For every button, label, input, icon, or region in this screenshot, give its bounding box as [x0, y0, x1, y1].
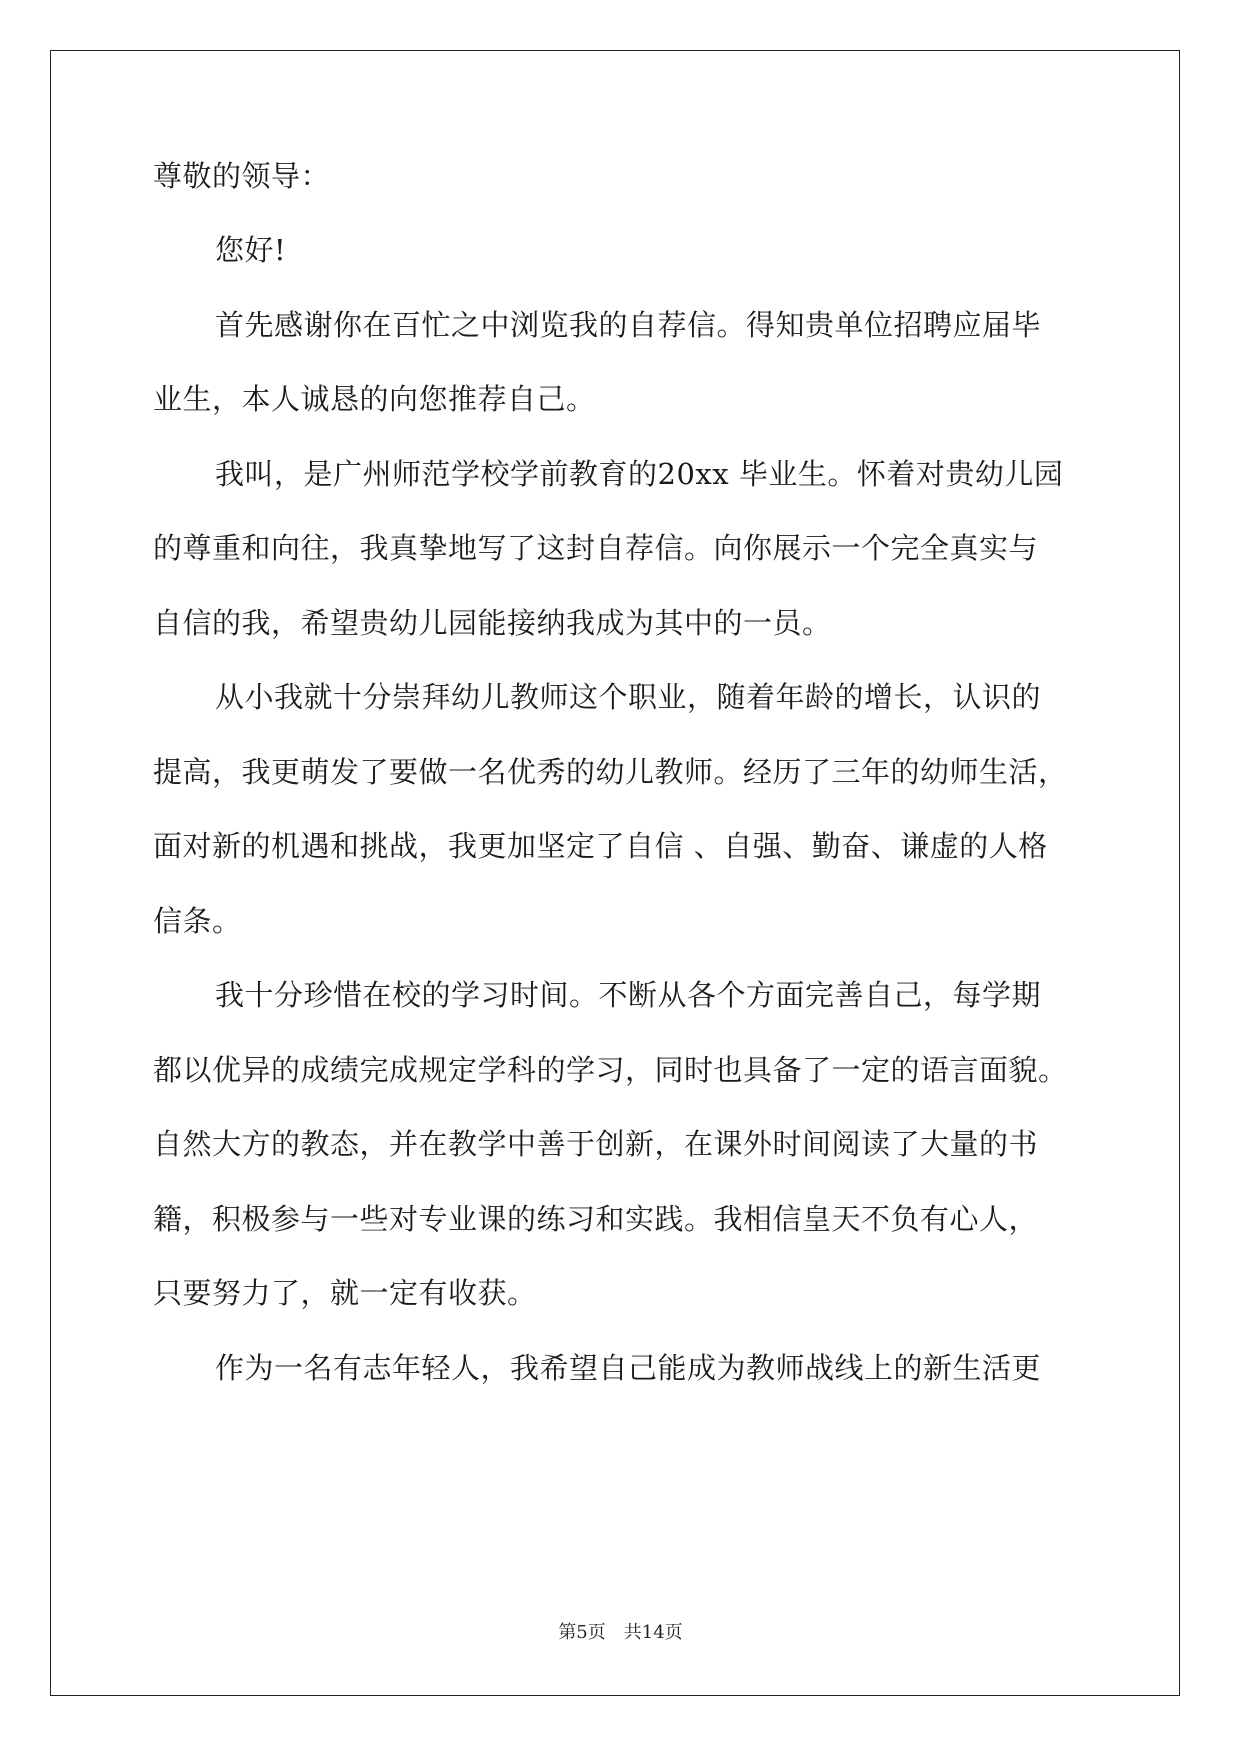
paragraph-line: 都以优异的成绩完成规定学科的学习，同时也具备了一定的语言面貌。: [153, 1053, 1068, 1087]
paragraph-line: 籍，积极参与一些对专业课的练习和实践。我相信皇天不负有心人，: [153, 1202, 1039, 1236]
paragraph-line: 提高，我更萌发了要做一名优秀的幼儿教师。经历了三年的幼师生活，: [153, 755, 1068, 789]
paragraph-line: 我十分珍惜在校的学习时间。不断从各个方面完善自己，每学期: [215, 978, 1042, 1012]
page-number: 第5页: [558, 1622, 606, 1643]
paragraph-line: 首先感谢你在百忙之中浏览我的自荐信。得知贵单位招聘应届毕: [215, 308, 1042, 342]
paragraph-line: 作为一名有志年轻人，我希望自己能成为教师战线上的新生活更: [215, 1351, 1042, 1385]
paragraph-line: 自信的我，希望贵幼儿园能接纳我成为其中的一员。: [153, 606, 832, 640]
page-border: [50, 50, 1180, 1696]
paragraph-line: 我叫，是广州师范学校学前教育的20xx 毕业生。怀着对贵幼儿园: [215, 457, 1064, 491]
paragraph-line: 从小我就十分崇拜幼儿教师这个职业，随着年龄的增长，认识的: [215, 680, 1042, 714]
paragraph-line: 的尊重和向往，我真挚地写了这封自荐信。向你展示一个完全真实与: [153, 531, 1039, 565]
paragraph-line: 面对新的机遇和挑战，我更加坚定了自信 、自强、勤奋、谦虚的人格: [153, 829, 1048, 863]
paragraph-line: 信条。: [153, 904, 242, 938]
page-footer: [0, 1618, 1241, 1644]
paragraph-line: 业生，本人诚恳的向您推荐自己。: [153, 382, 596, 416]
paragraph-line: 自然大方的教态，并在教学中善于创新，在课外时间阅读了大量的书: [153, 1127, 1039, 1161]
paragraph-line: 只要努力了，就一定有收获。: [153, 1276, 537, 1310]
greeting: 您好!: [215, 233, 287, 267]
salutation: 尊敬的领导：: [153, 159, 331, 193]
page-total: 共14页: [623, 1622, 683, 1643]
